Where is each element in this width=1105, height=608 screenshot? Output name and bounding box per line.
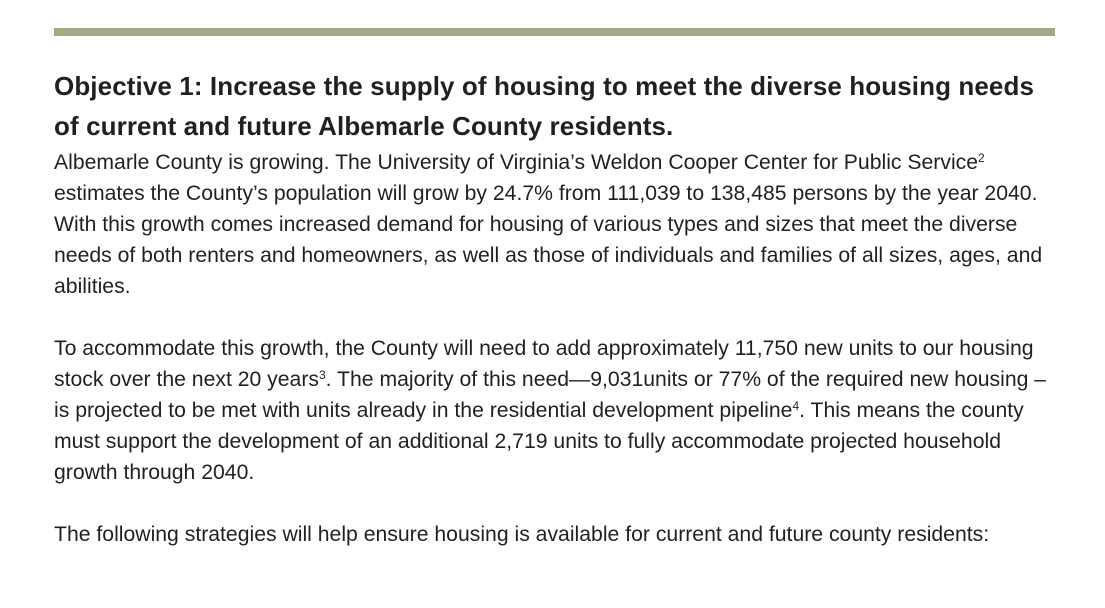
paragraph-strategies-intro: The following strategies will help ensure housing is available for current and future county residents:	[54, 523, 990, 546]
paragraph-text: . This means the county must support the development of an additional 2,719 units to fully accommodate projected household growth through 2040.	[54, 399, 1024, 484]
footnote-marker-3[interactable]: 3	[318, 368, 326, 382]
paragraph-text: To accommodate this growth, the County will need to add approximately 11,750 new units to our housing stock over the next 20 years	[54, 337, 1034, 391]
paragraph-housing-need	[54, 333, 1064, 488]
document-body	[54, 66, 1064, 550]
paragraph-text: estimates the County’s population will grow by 24.7% from 111,039 to 138,485 persons by the year 2040. With this growth comes increased demand for housing of various types and sizes that meet the diverse needs of both renters and homeowners, as well as those of individuals and families of all sizes, ages, and abilities.	[54, 182, 1043, 298]
section-divider-bar	[54, 28, 1055, 36]
footnote-marker-4[interactable]: 4	[792, 399, 800, 413]
paragraph-text: . The majority of this need—9,031units or 77% of the required new housing – is projected to be met with units already in the residential development pipeline	[54, 368, 1047, 422]
objective-heading: Objective 1: Increase the supply of housing to meet the diverse housing needs of current and future Albemarle County residents.	[54, 71, 1035, 141]
paragraph-text: Albemarle County is growing. The University of Virginia’s Weldon Cooper Center for Public Service	[54, 151, 979, 174]
footnote-marker-2[interactable]: 2	[978, 151, 985, 165]
paragraph-population-growth	[54, 147, 1064, 302]
